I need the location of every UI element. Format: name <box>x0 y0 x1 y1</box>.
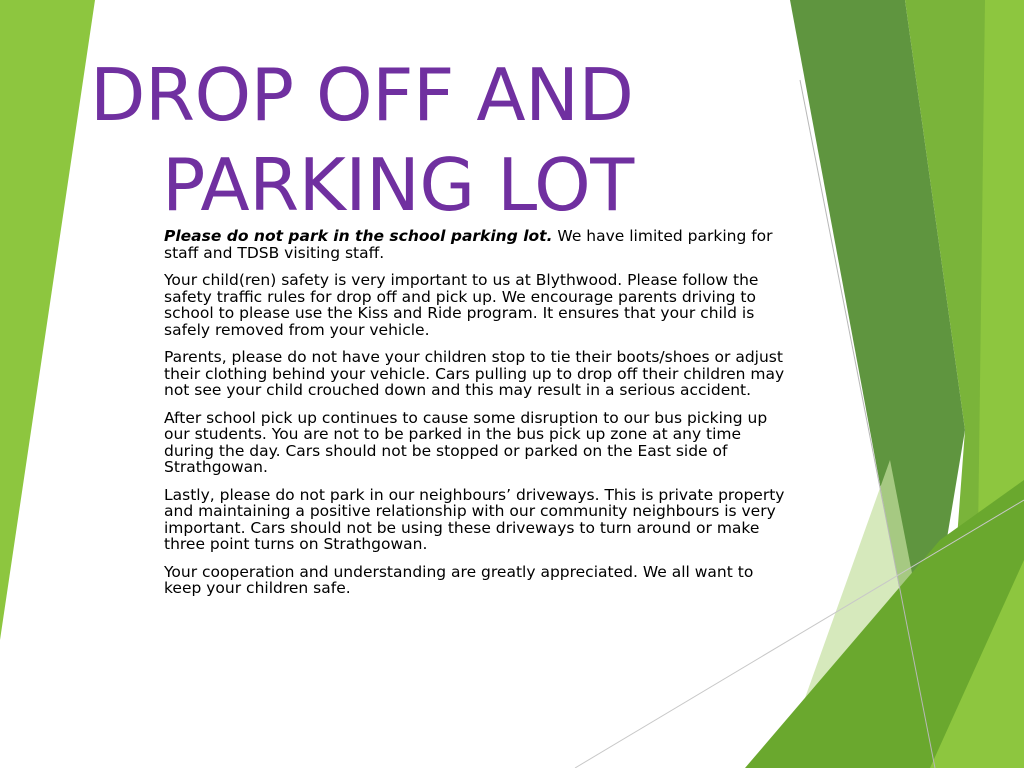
paragraph-safety: Your child(ren) safety is very important to us at Blythwood. Please follow the safety traffic rules for drop off and pick up. We encourage parents driving to school to please use the Kiss and Ride program. It ensures that your child is safely removed from your vehicle. <box>164 271 759 339</box>
paragraph-parking <box>164 228 794 261</box>
slide-title-line-2: PARKING LOT <box>162 143 634 227</box>
left-green-wedge <box>0 0 95 640</box>
slide-title <box>90 50 710 230</box>
paragraph-lead: Please do not park in the school parking lot. <box>164 227 553 245</box>
paragraph-driveways: Lastly, please do not park in our neighbours’ driveways. This is private property and maintaining a positive relationship with our community neighbours is very important. Cars should not be using these driveways to turn around or make three point turns on Strathgowan. <box>164 485 785 553</box>
slide-title-line-1: DROP OFF AND <box>90 53 634 137</box>
paragraph-boots: Parents, please do not have your children stop to tie their boots/shoes or adjust their clothing behind your vehicle. Cars pulling up to drop off their children may not see your child crouched down and this may result in a serious accident. <box>164 348 785 399</box>
slide-body <box>164 228 794 608</box>
paragraph-text: We have limited parking for staff and TDSB visiting staff. <box>164 227 773 262</box>
paragraph-cooperation: Your cooperation and understanding are greatly appreciated. We all want to keep your children safe. <box>164 562 754 597</box>
paragraph-pickup: After school pick up continues to cause some disruption to our bus picking up our students. You are not to be parked in the bus pick up zone at any time during the day. Cars should not be stopped or parked on the East side of Strathgowan. <box>164 408 768 476</box>
